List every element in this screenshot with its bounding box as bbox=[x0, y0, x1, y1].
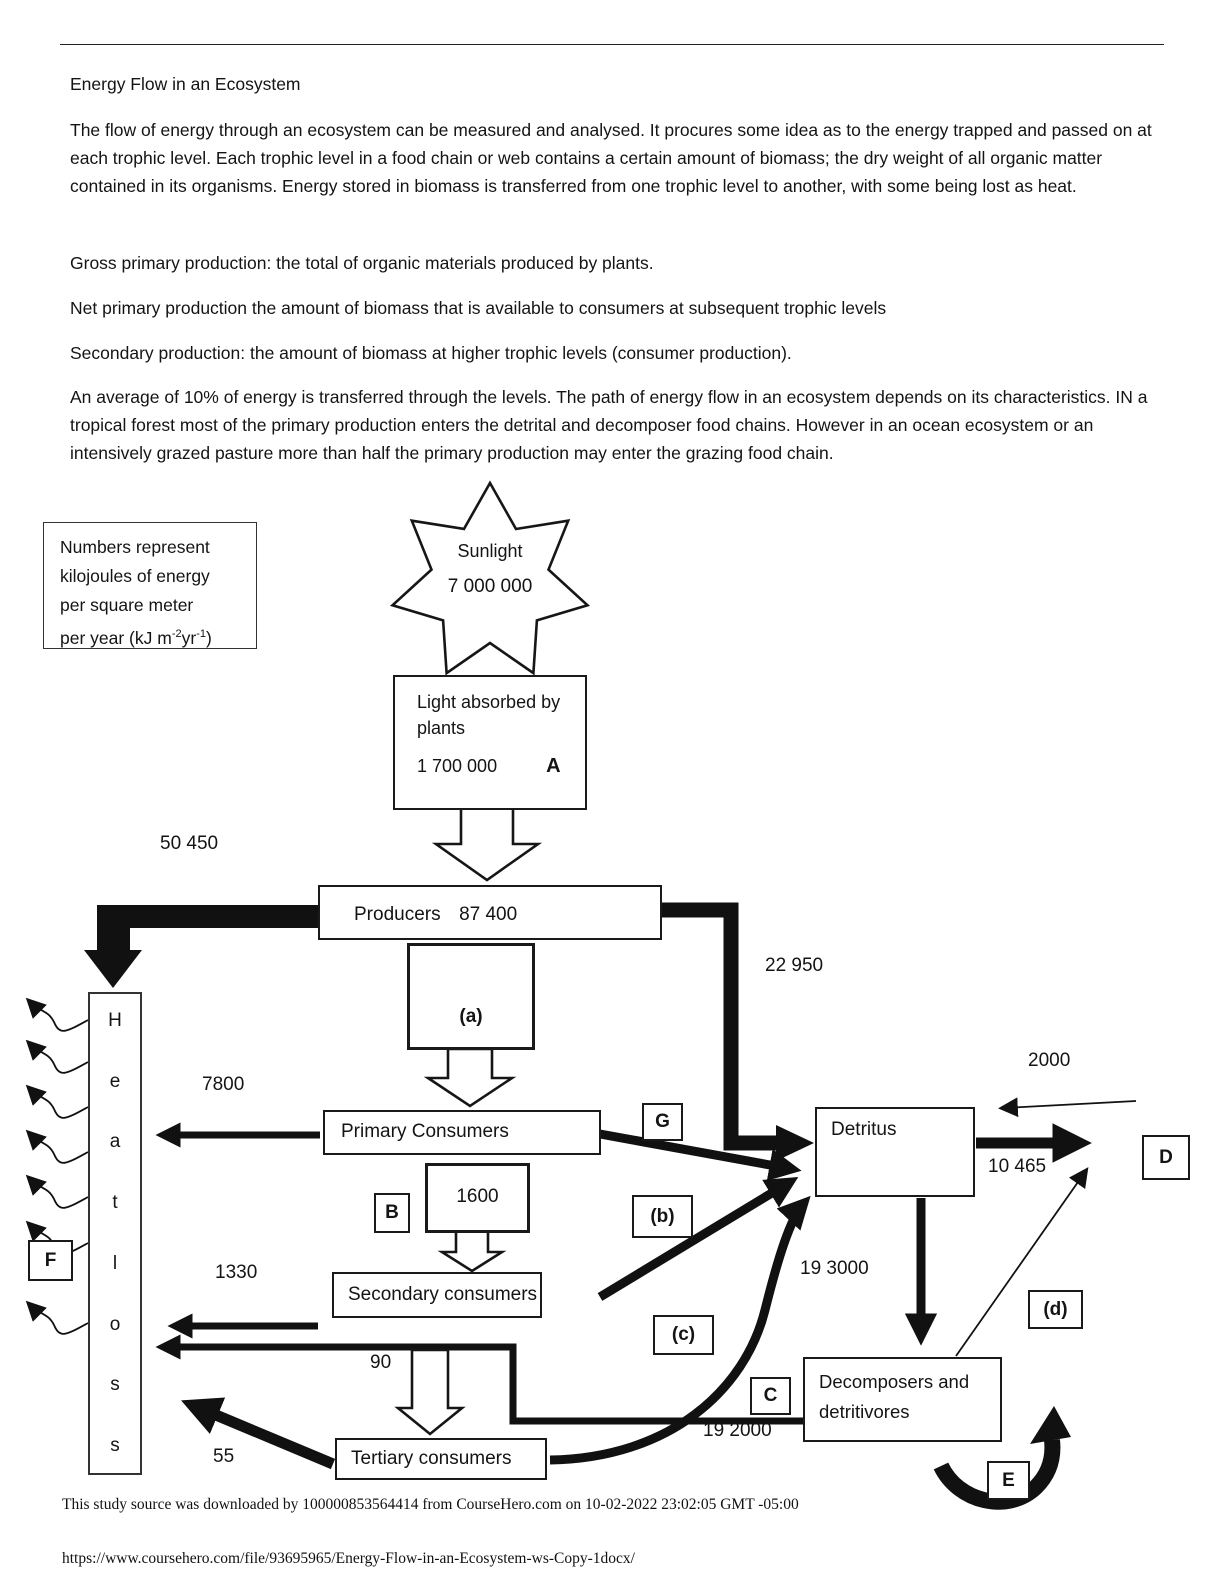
light-absorbed-label: Light absorbed by plants bbox=[417, 692, 561, 738]
primary-consumers-box bbox=[323, 1110, 601, 1155]
label-box-a: (a) bbox=[407, 943, 535, 1050]
sunlight-node bbox=[415, 541, 565, 598]
decomposers-box bbox=[803, 1357, 1002, 1442]
arrow-primary-to-secondary bbox=[442, 1231, 502, 1271]
heat-letter: o bbox=[109, 1313, 121, 1335]
footer-url-link[interactable]: https://www.coursehero.com/file/93695965/Energy-Flow-in-an-Ecosystem-ws-Copy-1docx/ bbox=[62, 1550, 635, 1567]
heat-letter: l bbox=[112, 1252, 118, 1274]
label-box-F: F bbox=[28, 1240, 73, 1281]
flow-1600-box bbox=[425, 1163, 530, 1233]
producers-label: Producers bbox=[354, 904, 441, 925]
label-box-c: (c) bbox=[653, 1315, 714, 1355]
secondary-consumers-label: Secondary consumers bbox=[348, 1284, 538, 1305]
legend-box bbox=[43, 522, 257, 649]
heat-letter: H bbox=[108, 1010, 122, 1031]
heat-letter: a bbox=[109, 1131, 121, 1153]
legend-line: kilojoules of energy bbox=[60, 566, 210, 586]
footer-download-line: This study source was downloaded by 100000853564414 from CourseHero.com on 10-02-2022 23:02:05 GMT -05:00 bbox=[62, 1496, 799, 1513]
decomposers-label: Decomposers and detritivores bbox=[819, 1371, 970, 1422]
heat-loss-column bbox=[88, 992, 142, 1475]
answer-letter-A: A bbox=[546, 755, 561, 777]
arrow-import-to-detritus bbox=[1004, 1101, 1136, 1108]
gross-production-definition: Gross primary production: the total of organic materials produced by plants. bbox=[70, 253, 654, 273]
arrow-producers-to-primary bbox=[428, 1049, 512, 1106]
tertiary-consumers-label: Tertiary consumers bbox=[351, 1448, 512, 1469]
arrow-secondary-to-tertiary bbox=[398, 1350, 462, 1434]
flow-label-192000: 19 2000 bbox=[703, 1420, 772, 1441]
flow-label-193000: 19 3000 bbox=[800, 1258, 869, 1279]
legend-line: Numbers represent bbox=[60, 537, 210, 557]
label-box-E: E bbox=[987, 1461, 1030, 1500]
arrow-producers-to-heat bbox=[84, 905, 318, 988]
label-box-D: D bbox=[1142, 1135, 1190, 1180]
tertiary-consumers-box bbox=[335, 1438, 547, 1480]
secondary-production-definition: Secondary production: the amount of biomass at higher trophic levels (consumer production). bbox=[70, 343, 792, 363]
flow-label-7800: 7800 bbox=[202, 1074, 245, 1095]
heat-letter: e bbox=[109, 1070, 121, 1092]
flow-label-2000: 2000 bbox=[1028, 1050, 1071, 1071]
primary-consumers-label: Primary Consumers bbox=[341, 1121, 509, 1142]
flow-label-22950: 22 950 bbox=[765, 955, 824, 976]
legend-line-units: per year (kJ $m^{-2}yr^{-1}$) bbox=[60, 627, 212, 648]
label-box-B: B bbox=[374, 1193, 410, 1233]
producers-biomass-value: 87 400 bbox=[459, 904, 518, 925]
label-box-C: C bbox=[750, 1377, 791, 1415]
arrowhead-producers-to-detritus bbox=[776, 1125, 814, 1161]
net-production-definition: Net primary production the amount of biomass that is available to consumers at subsequent trophic levels bbox=[70, 298, 887, 318]
flow-label-55: 55 bbox=[213, 1446, 235, 1467]
heat-letter: t bbox=[112, 1192, 118, 1214]
arrow-light-to-producers bbox=[436, 801, 538, 880]
flow-label-1330: 1330 bbox=[215, 1262, 258, 1283]
heat-letter: s bbox=[110, 1374, 120, 1396]
flow-1600-value: 1600 bbox=[456, 1186, 499, 1207]
light-absorbed-value-row bbox=[417, 755, 585, 778]
heat-radiation-arrows bbox=[30, 1002, 88, 1334]
detritus-label: Detritus bbox=[831, 1119, 897, 1140]
arrowhead-decomposer-recycle bbox=[1030, 1406, 1071, 1444]
heat-letter: s bbox=[110, 1434, 120, 1456]
light-absorbed-box bbox=[393, 675, 587, 810]
page-title: Energy Flow in an Ecosystem bbox=[70, 74, 301, 94]
secondary-consumers-box bbox=[332, 1272, 542, 1318]
label-box-b: (b) bbox=[632, 1195, 693, 1238]
legend-line: per square meter bbox=[60, 595, 194, 615]
flow-label-10465: 10 465 bbox=[988, 1156, 1047, 1177]
flow-label-90: 90 bbox=[370, 1352, 392, 1373]
sunlight-value: 7 000 000 bbox=[447, 576, 533, 597]
flow-label-50450: 50 450 bbox=[160, 833, 219, 854]
sunlight-label: Sunlight bbox=[457, 541, 523, 561]
energy-transfer-paragraph: An average of 10% of energy is transferred through the levels. The path of energy flow in an ecosystem depends on its characteristics. IN a tropical forest most of the primary production enters the detrital and decomposer food chains. However in an ocean ecosystem or an intensively grazed pasture more than half the primary production may enter the grazing food chain. bbox=[70, 387, 1148, 463]
label-box-G: G bbox=[642, 1103, 683, 1141]
light-absorbed-value: 1 700 000 bbox=[417, 756, 498, 776]
intro-paragraph: The flow of energy through an ecosystem can be measured and analysed. It procures some idea as to the energy trapped and passed on at each trophic level. Each trophic level in a food chain or web contains a certain amount of biomass; the dry weight of all organic matter contained in its organisms. Energy stored in biomass is transferred from one trophic level to another, with some being lost as heat. bbox=[70, 120, 1152, 196]
producers-box bbox=[318, 885, 662, 940]
detritus-box bbox=[815, 1107, 975, 1197]
label-box-d: (d) bbox=[1028, 1290, 1083, 1329]
arrow-secondary-to-detritus bbox=[600, 1182, 790, 1297]
